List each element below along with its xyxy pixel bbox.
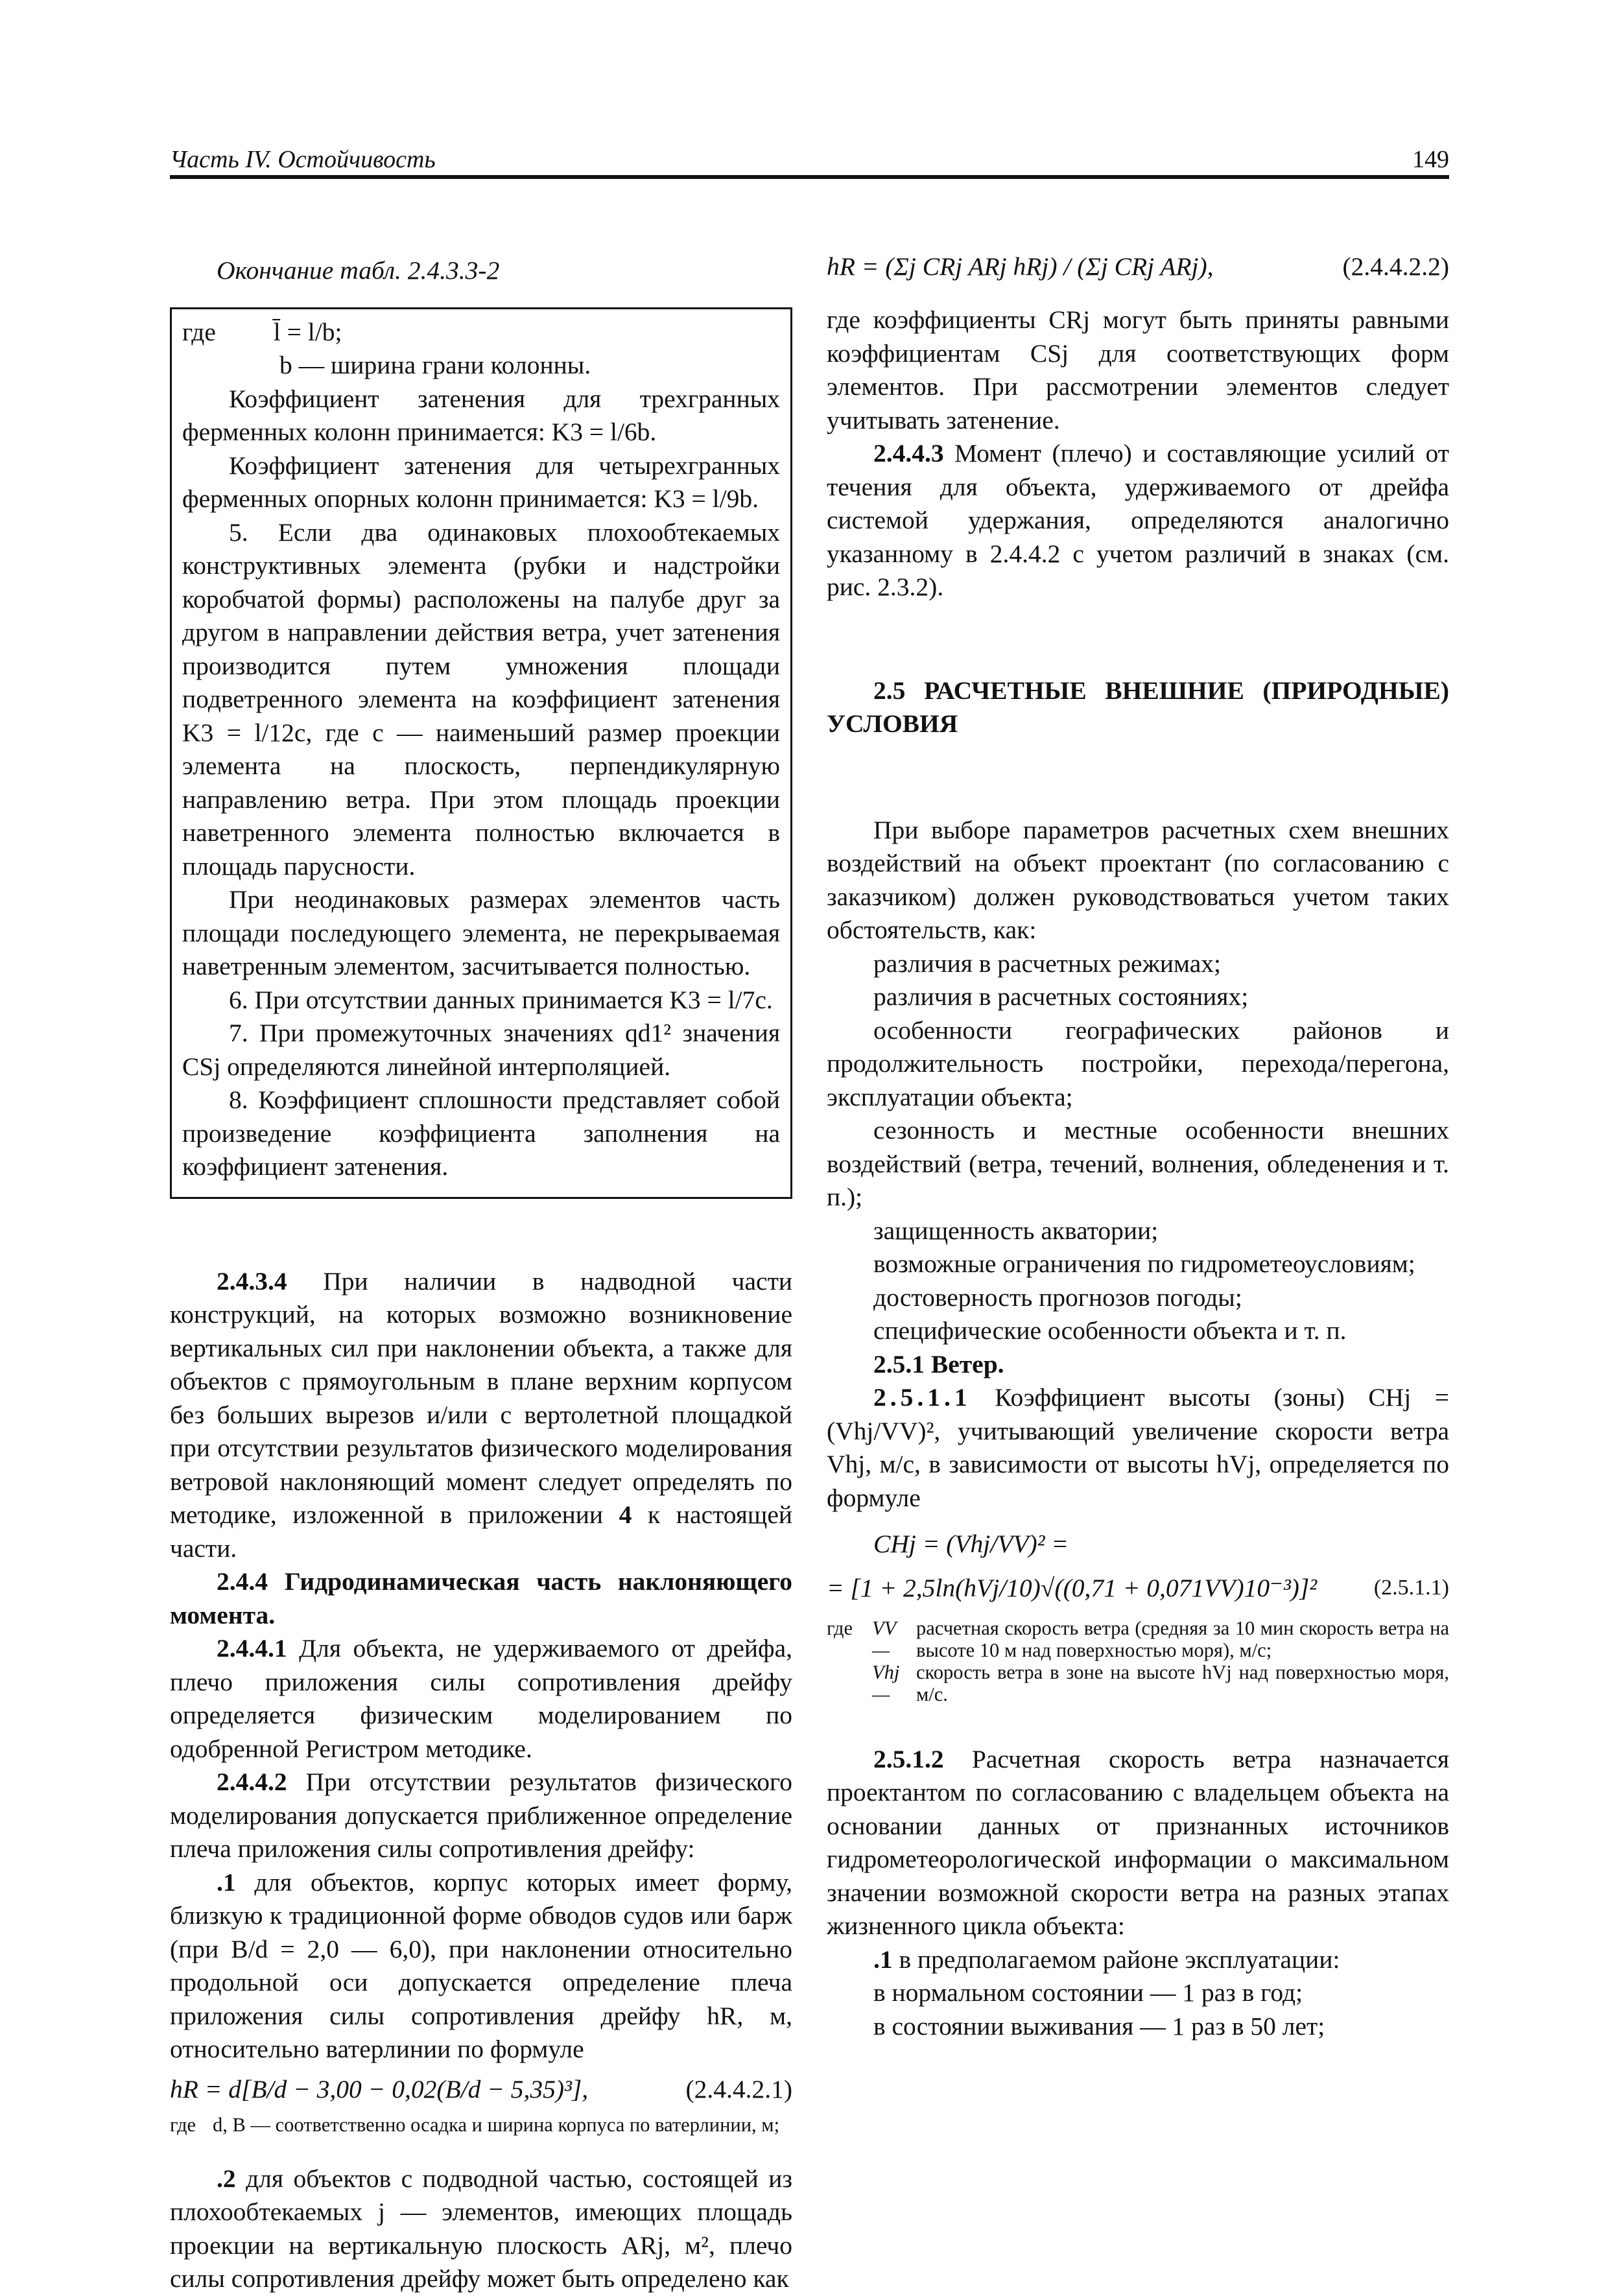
formula-24422: hR = (Σj CRj ARj hRj) / (Σj CRj ARj), (2.4.4.2.2) [827,252,1449,281]
table-row-where: где l̄ = l/b; [182,317,342,346]
paragraph-2441: 2.4.4.1 Для объекта, не удерживаемого от дрейфа, плечо приложения силы сопротивления дрейфу определяется физическим моделированием по одобренной Регистром методике. [170,1634,792,1763]
formula-2511-line2: = [1 + 2,5ln(hVj/10)√((0,71 + 0,071VV)10⁻³)]² (2.5.1.1) [827,1573,1449,1602]
list-item: возможные ограничения по гидрометеоусловиям; [873,1249,1415,1278]
heading-251: 2.5.1 Ветер. [873,1349,1004,1379]
paragraph-intro: При выборе параметров расчетных схем внешних воздействий на объект проектант (по согласованию с заказчиком) должен руководствоваться учетом таких обстоятельств, как: [827,815,1449,944]
paragraph-sub-1a: в нормальном состоянии — 1 раз в год; [873,1978,1303,2007]
paragraph-2442: 2.4.4.2 При отсутствии результатов физического моделирования допускается приближенное определение плеча приложения силы сопротивления дрейфу: [170,1768,792,1863]
table-note-p4: При неодинаковых размерах элементов часть площади последующего элемента, не перекрываемая наветренным элементом, засчитывается полностью. [182,885,780,980]
paragraph-item-2: .2 для объектов с подводной частью, состоящей из плохообтекаемых j — элементов, имеющих площадь проекции на вертикальную плоскость ARj, м², плечо силы сопротивления дрейфу может быть определено как [170,2164,792,2293]
formula-2511-line1: CHj = (Vhj/VV)² = [873,1530,1069,1558]
paragraph-2512: 2.5.1.2 Расчетная скорость ветра назначается проектантом по согласованию с владельцем объекта на основании данных от признанных источников гидрометеорологической информации о максимальном значении возможной скорости ветра на разных этапах жизненного цикла объекта: [827,1744,1449,1940]
formula-2511-note-vh: Vhj — скорость ветра в зоне на высоте hVj над поверхностью моря, м/с. [872,1661,1449,1705]
paragraph-sub-1: .1 в предполагаемом районе эксплуатации: [873,1945,1340,1974]
section-heading-25: 2.5 РАСЧЕТНЫЕ ВНЕШНИЕ (ПРИРОДНЫЕ) УСЛОВИЯ [827,676,1449,738]
table-continuation [170,307,792,1199]
list-item: особенности географических районов и продолжительность постройки, перехода/перегона, эксплуатации объекта; [827,1015,1449,1111]
table-note-p7: 8. Коэффициент сплошности представляет собой произведение коэффициента заполнения на коэффициент затенения. [182,1085,780,1181]
paragraph-sub-1b: в состоянии выживания — 1 раз в 50 лет; [873,2011,1325,2041]
table-note-p1: Коэффициент затенения для трехгранных ферменных колонн принимается: K3 = l/6b. [182,384,780,446]
paragraph-item-1: .1 для объектов, корпус которых имеет форму, близкую к традиционной форме обводов судов или барж (при B/d = 2,0 — 6,0), при наклонении относительно продольной оси допускается определение плеча приложения силы сопротивления дрейфу hR, м, относительно ватерлинии по формуле [170,1867,792,2063]
header-rule [170,175,1449,179]
table-note-p6: 7. При промежуточных значениях qd1² значения CSj определяются линейной интерполяцией. [182,1019,780,1081]
list-item: различия в расчетных состояниях; [873,982,1249,1011]
page-number: 149 [1412,146,1449,173]
left-column [170,227,792,2296]
running-title: Часть IV. Остойчивость [170,146,436,173]
paragraph-2443: 2.4.4.3 Момент (плечо) и составляющие усилий от течения для объекта, удерживаемого от дрейфа системой удержания, определяются аналогично указанному в 2.4.4.2 с учетом различий в знаках (см. рис. 2.3.2). [827,439,1449,601]
table-note-p5: 6. При отсутствии данных принимается K3 = l/7c. [229,985,773,1014]
formula-24421-note: где d, B — соответственно осадка и ширина корпуса по ватерлинии, м; [170,2113,780,2136]
list-item: различия в расчетных режимах; [873,949,1221,978]
paragraph-2434: 2.4.3.4 При наличии в надводной части конструкций, на которых возможно возникновение вертикальных сил при наклонении объекта, а также для объектов с прямоугольным в плане верхним корпусом без больших вырезов и/или с вертолетной площадкой при отсутствии результатов физического моделирования ветровой наклоняющий момент следует определять по методике, изложенной в приложении 4 к настоящей части. [170,1266,792,1563]
page-header [170,137,1449,178]
list-item: специфические особенности объекта и т. п. [873,1316,1347,1345]
heading-244: 2.4.4 Гидродинамическая часть наклоняющего момента. [170,1567,792,1629]
paragraph-coefficients: где коэффициенты CRj могут быть приняты равными коэффициентам CSj для соответствующих форм элементов. При рассмотрении элементов следует учитывать затенение. [827,305,1449,434]
list-item: сезонность и местные особенности внешних воздействий (ветра, течений, волнения, обледенения и т. п.); [827,1116,1449,1211]
list-item: защищенность акватории; [873,1216,1159,1245]
formula-2511-note-vv: где VV — расчетная скорость ветра (средняя за 10 мин скорость ветра на высоте 10 м над поверхностью моря), м/с; [827,1616,1449,1661]
formula-24421: hR = d[B/d − 3,00 − 0,02(B/d − 5,35)³], (2.4.4.2.1) [170,2074,792,2103]
table-note-p3: 5. Если два одинаковых плохообтекаемых конструктивных элемента (рубки и надстройки коробчатой формы) расположены на палубе друг за другом в направлении действия ветра, учет затенения производится путем умножения площади подветренного элемента на коэффициент затенения K3 = l/12c, где c — наименьший размер проекции элемента на плоскость, перпендикулярную направлению ветра. При этом площадь проекции наветренного элемента полностью включается в площадь парусности. [182,517,780,881]
table-caption: Окончание табл. 2.4.3.3-2 [217,256,500,285]
right-column [827,227,1449,2043]
paragraph-2511: 2.5.1.1 Коэффициент высоты (зоны) CHj = (Vhj/VV)², учитывающий увеличение скорости ветра Vhj, м/с, в зависимости от высоты hVj, определяется по формуле [827,1383,1449,1512]
list-item: достоверность прогнозов погоды; [873,1283,1242,1312]
table-note-p2: Коэффициент затенения для четырехгранных ферменных опорных колонн принимается: K3 = l/9b. [182,451,780,513]
table-row-b: b — ширина грани колонны. [279,351,591,379]
